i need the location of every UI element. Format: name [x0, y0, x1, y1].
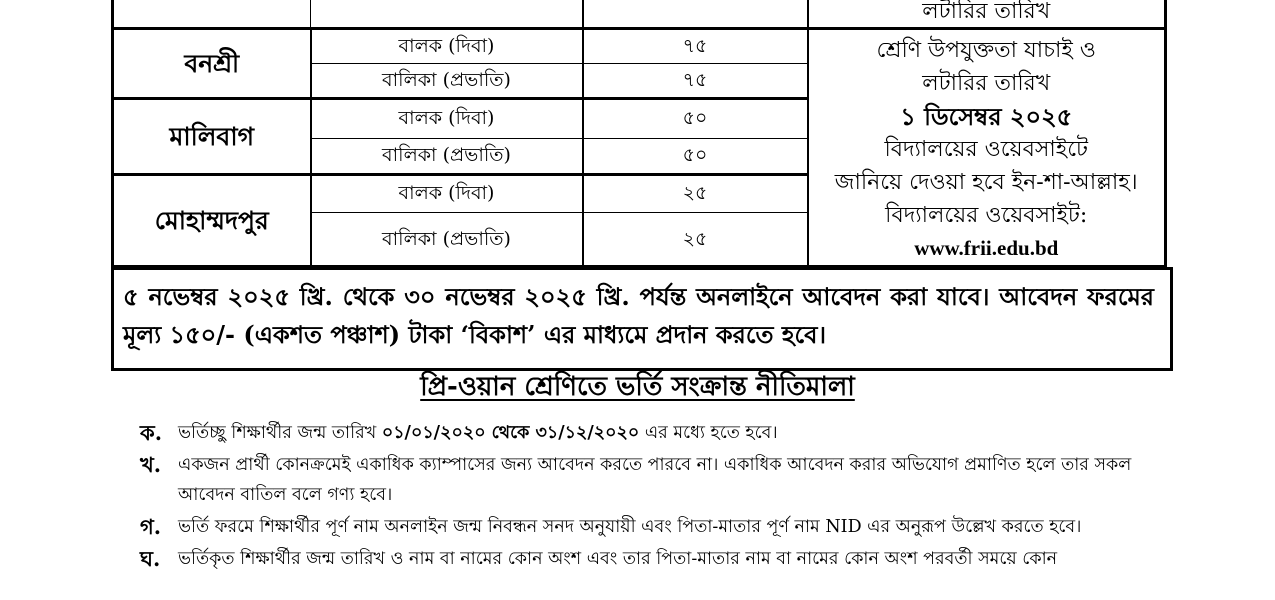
- rule-text: একজন প্রার্থী কোনক্রমেই একাধিক ক্যাম্পাসের জন্য আবেদন করতে পারবে না। একাধিক আবেদন করার অভিযোগ প্রমাণিত হলে তার সকল আবেদন বাতিল বলে গণ্য হবে।: [178, 455, 1132, 505]
- info-line: জানিয়ে দেওয়া হবে ইন-শা-আল্লাহ।: [834, 170, 1138, 195]
- info-line: বিদ্যালয়ের ওয়েবসাইট:: [885, 203, 1088, 228]
- rule-marker: ক.: [140, 420, 163, 445]
- rule-item: [140, 544, 1175, 574]
- lottery-date: ১ ডিসেম্বর ২০২৫: [900, 102, 1073, 131]
- rule-marker: গ.: [140, 514, 162, 539]
- table-cell: [113, 0, 311, 29]
- rule-text: ভর্তিকৃত শিক্ষার্থীর জন্ম তারিখ ও নাম বা নামের কোন অংশ এবং তার পিতা-মাতার নাম বা নামের কোন অংশ পরবর্তী সময়ে কোন: [178, 549, 1058, 569]
- rule-item: [140, 450, 1175, 510]
- section-cell: বালিকা (প্রভাতি): [311, 138, 583, 174]
- campus-name: মালিবাগ: [113, 99, 311, 175]
- table-cell: [583, 0, 808, 29]
- info-line: শ্রেণি উপযুক্ততা যাচাই ও: [876, 38, 1096, 63]
- rule-item: [140, 512, 1175, 542]
- seats-cell: ৫০: [583, 138, 808, 174]
- seats-cell: ২৫: [583, 174, 808, 213]
- section-cell: বালক (দিবা): [311, 29, 583, 64]
- section-cell: বালক (দিবা): [311, 99, 583, 139]
- lottery-info-cell: [808, 29, 1166, 267]
- campus-name: মোহাম্মদপুর: [113, 174, 311, 267]
- section-heading: প্রি-ওয়ান শ্রেণিতে ভর্তি সংক্রান্ত নীতিমালা: [420, 372, 855, 402]
- section-cell: বালিকা (প্রভাতি): [311, 213, 583, 267]
- application-notice-text: ৫ নভেম্বর ২০২৫ খ্রি. থেকে ৩০ নভেম্বর ২০২৫ খ্রি. পর্যন্ত অনলাইনে আবেদন করা যাবে। আবেদন ফরমের মূল্য ১৫০/- (একশত পঞ্চাশ) টাকা ‘বিকাশ’ এর মাধ্যমে প্রদান করতে হবে।: [123, 282, 1154, 349]
- seats-cell: ২৫: [583, 213, 808, 267]
- info-line: লটারির তারিখ: [922, 71, 1051, 96]
- campus-name: বনশ্রী: [113, 29, 311, 99]
- table-row: [113, 0, 1166, 29]
- table-row: [113, 29, 1166, 64]
- rule-marker: ঘ.: [140, 546, 161, 571]
- rule-marker: খ.: [140, 452, 162, 477]
- application-notice-box: [111, 267, 1173, 371]
- rule-text: এর মধ্যে হতে হবে।: [639, 423, 778, 443]
- seat-table: [111, 0, 1167, 268]
- table-cell: [311, 0, 583, 29]
- website-url: www.frii.edu.bd: [914, 236, 1059, 260]
- seats-cell: ৭৫: [583, 64, 808, 99]
- rule-text: ভর্তিচ্ছু শিক্ষার্থীর জন্ম তারিখ: [178, 423, 382, 443]
- lottery-date-partial: লটারির তারিখ: [808, 0, 1166, 29]
- rules-list: [140, 418, 1175, 576]
- seats-cell: ৭৫: [583, 29, 808, 64]
- info-line: বিদ্যালয়ের ওয়েবসাইটে: [884, 137, 1089, 162]
- section-cell: বালিকা (প্রভাতি): [311, 64, 583, 99]
- rule-item: [140, 418, 1175, 448]
- section-cell: বালক (দিবা): [311, 174, 583, 213]
- rule-text: ভর্তি ফরমে শিক্ষার্থীর পূর্ণ নাম অনলাইন জন্ম নিবন্ধন সনদ অনুযায়ী এবং পিতা-মাতার পূর্ণ নাম NID এর অনুরূপ উল্লেখ করতে হবে।: [178, 517, 1082, 537]
- rule-date-range: ০১/০১/২০২০ থেকে ৩১/১২/২০২০: [381, 423, 640, 443]
- seats-cell: ৫০: [583, 99, 808, 139]
